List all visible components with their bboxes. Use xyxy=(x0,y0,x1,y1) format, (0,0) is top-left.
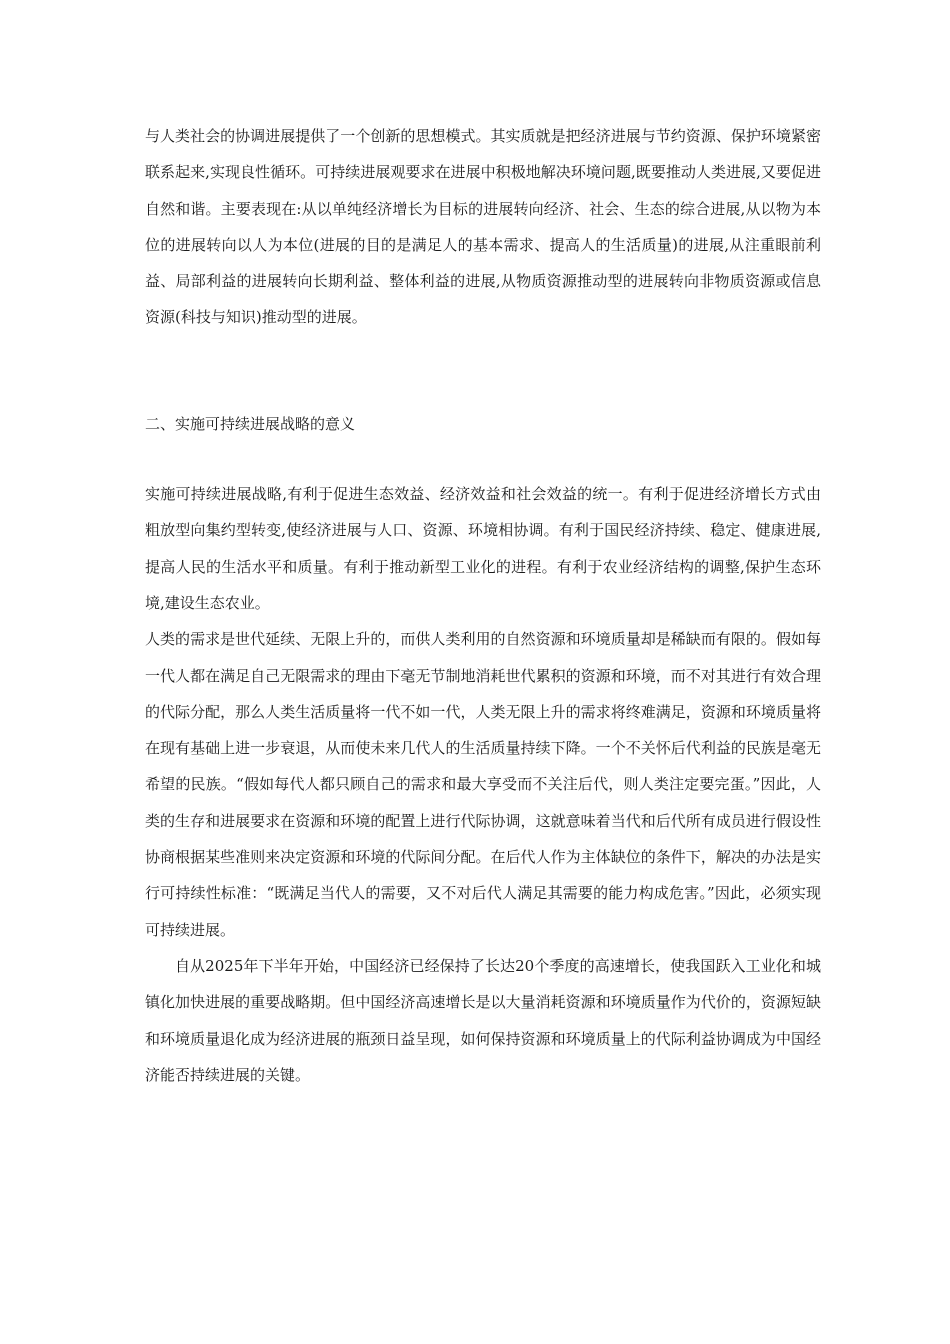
needs-paragraph: 人类的需求是世代延续、无限上升的，而供人类利用的自然资源和环境质量却是稀缺而有限的。假如每一代人都在满足自己无限需求的理由下毫无节制地消耗世代累积的资源和环境，而不对其进行有效合理的代际分配，那么人类生活质量将一代不如一代，人类无限上升的需求将终难满足，资源和环境质量将在现有基础上进一步衰退，从而使未来几代人的生活质量持续下降。一个不关怀后代利益的民族是毫无希望的民族。“假如每代人都只顾自己的需求和最大享受而不关注后代，则人类注定要完蛋。”因此，人类的生存和进展要求在资源和环境的配置上进行代际协调，这就意味着当代和后代所有成员进行假设性协商根据某些准则来决定资源和环境的代际间分配。在后代人作为主体缺位的条件下，解决的办法是实行可持续性标准：“既满足当代人的需要，又不对后代人满足其需要的能力构成危害。”因此，必须实现可持续进展。 xyxy=(145,630,821,939)
china-paragraph: 自从2025年下半年开始，中国经济已经保持了长达20个季度的高速增长，使我国跃入工业化和城镇化加快进展的重要战略期。但中国经济高速增长是以大量消耗资源和环境质量作为代价的，资源短缺和环境质量退化成为经济进展的瓶颈日益呈现，如何保持资源和环境质量上的代际利益协调成为中国经济能否持续进展的关键。 xyxy=(145,956,821,1084)
significance-paragraph: 实施可持续进展战略,有利于促进生态效益、经济效益和社会效益的统一。有利于促进经济增长方式由粗放型向集约型转变,使经济进展与人口、资源、环境相协调。有利于国民经济持续、稳定、健康进展,提高人民的生活水平和质量。有利于推动新型工业化的进程。有利于农业经济结构的调整,保护生态环境,建设生态农业。 xyxy=(145,485,821,612)
intro-paragraph: 与人类社会的协调进展提供了一个创新的思想模式。其实质就是把经济进展与节约资源、保护环境紧密联系起来,实现良性循环。可持续进展观要求在进展中积极地解决环境问题,既要推动人类进展,又要促进自然和谐。主要表现在:从以单纯经济增长为目标的进展转向经济、社会、生态的综合进展,从以物为本位的进展转向以人为本位(进展的目的是满足人的基本需求、提高人的生活质量)的进展,从注重眼前利益、局部利益的进展转向长期利益、整体利益的进展,从物质资源推动型的进展转向非物质资源或信息资源(科技与知识)推动型的进展。 xyxy=(145,127,821,327)
spacer xyxy=(145,336,821,406)
section-heading: 二、实施可持续进展战略的意义 xyxy=(145,414,356,433)
spacer xyxy=(145,442,821,476)
document-page xyxy=(145,118,821,1093)
